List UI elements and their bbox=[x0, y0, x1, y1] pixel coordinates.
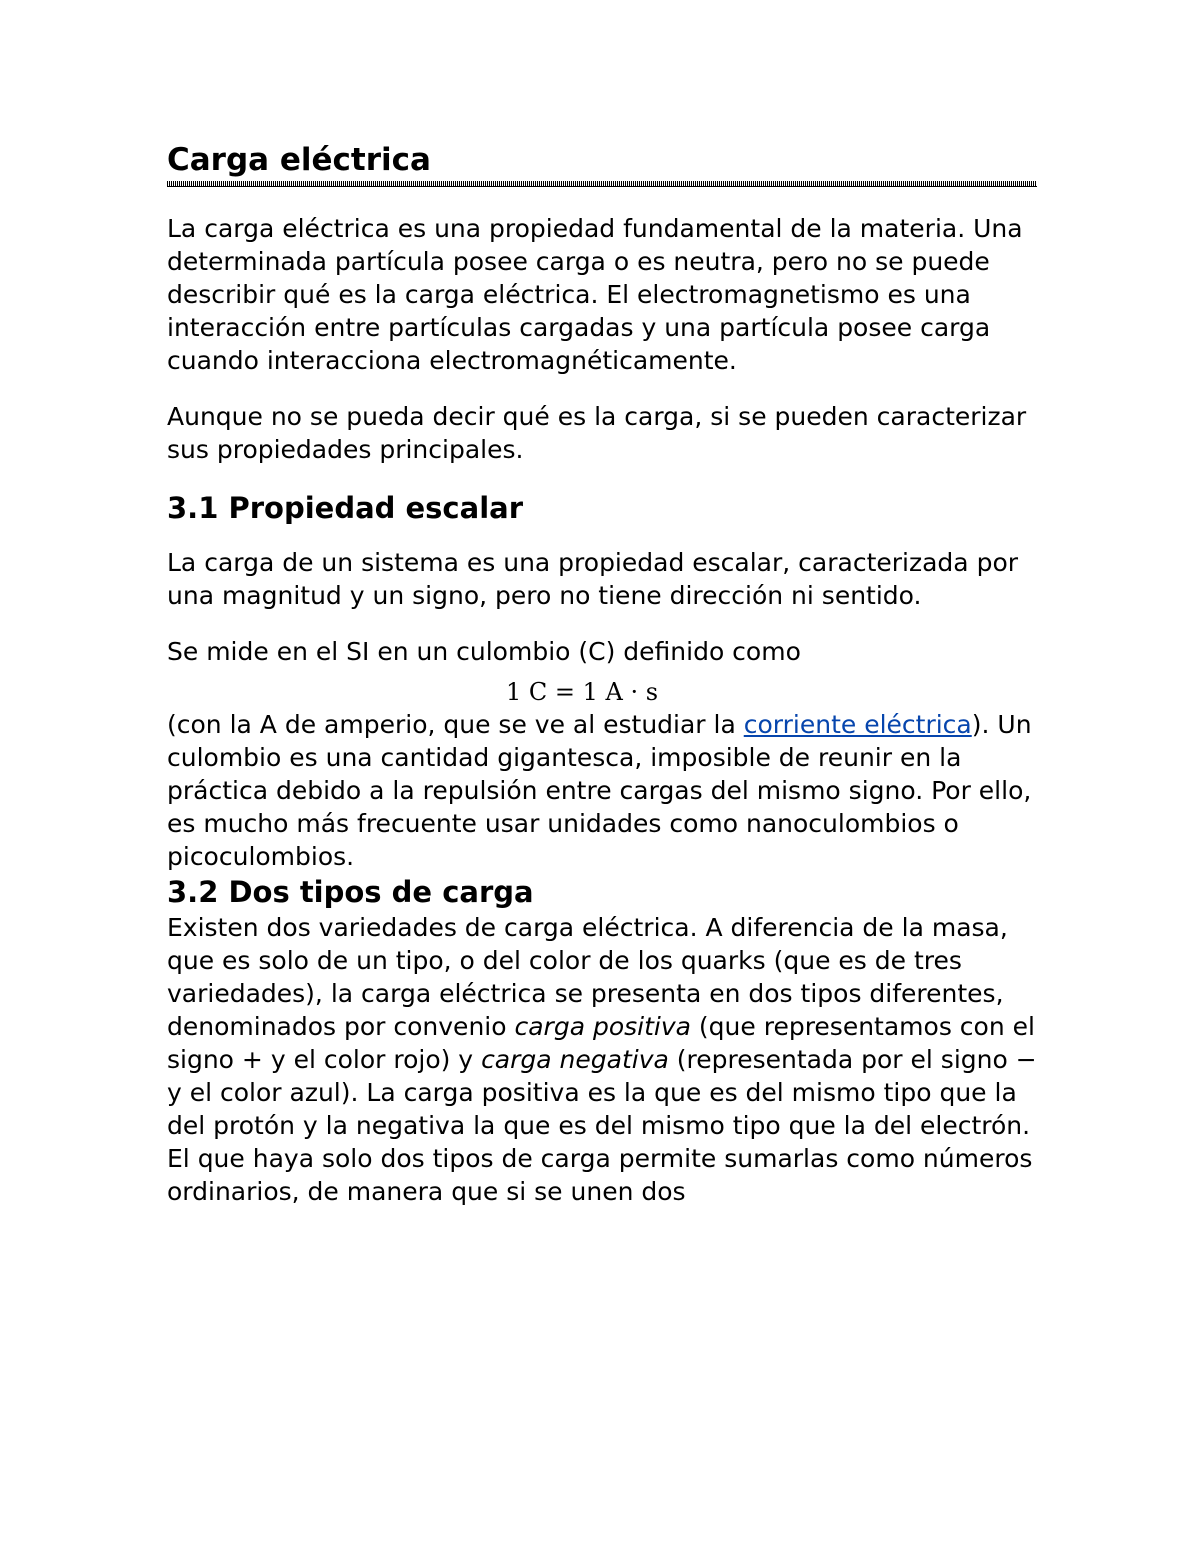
coulomb-equation: 1 C = 1 A · s bbox=[505, 678, 659, 706]
section1-paragraph-1: La carga de un sistema es una propiedad escalar, caracterizada por una magnitud y un signo, pero no tiene dirección ni sentido. bbox=[167, 548, 1019, 610]
corriente-electrica-link[interactable]: corriente eléctrica bbox=[743, 710, 972, 739]
text-span: (con la A de amperio, que se ve al estudiar la bbox=[167, 710, 744, 739]
intro-paragraph-1: La carga eléctrica es una propiedad fundamental de la materia. Una determinada partícula posee carga o es neutra, pero no se puede describir qué es la carga eléctrica. El electromagnetismo es una interacción entre partículas cargadas y una partícula posee carga cuando interacciona electromagnéticamente. bbox=[167, 214, 1023, 375]
section-heading-dos-tipos-de-carga: 3.2 Dos tipos de carga bbox=[167, 875, 534, 909]
text-span: Existen dos variedades de carga eléctrica. A diferencia de la masa, que es solo de un tipo, o del color de los quarks (que es de tres variedades), la carga eléctrica se presenta en dos tipos diferentes, denominados por convenio bbox=[167, 913, 1008, 1041]
page-title: Carga eléctrica bbox=[167, 142, 431, 178]
section2-paragraph-1 bbox=[167, 911, 1037, 1142]
text-span: (representada por el signo − y el color azul). La carga positiva es la que es del mismo tipo que la del protón y la negativa la que es del mismo tipo que la del electrón. bbox=[167, 1045, 1037, 1140]
text-span: ). Un culombio es una cantidad gigantesca, imposible de reunir en la práctica debido a la repulsión entre cargas del mismo signo. Por ello, es mucho más frecuente usar unidades como nanoculombios o picoculombios. bbox=[167, 710, 1032, 871]
section1-paragraph-3 bbox=[167, 708, 1037, 873]
title-underline bbox=[167, 181, 1037, 187]
emphasis-carga-negativa: carga negativa bbox=[481, 1045, 669, 1074]
section2-paragraph-2: El que haya solo dos tipos de carga permite sumarlas como números ordinarios, de manera que si se unen dos bbox=[167, 1144, 1033, 1206]
emphasis-carga-positiva: carga positiva bbox=[514, 1012, 691, 1041]
text-span: (que representamos con el signo + y el color rojo) y bbox=[167, 1012, 1035, 1074]
document-page bbox=[167, 140, 1037, 1208]
section1-paragraph-2: Se mide en el SI en un culombio (C) definido como bbox=[167, 637, 801, 666]
intro-paragraph-2: Aunque no se pueda decir qué es la carga, si se pueden caracterizar sus propiedades principales. bbox=[167, 402, 1027, 464]
section-heading-propiedad-escalar: 3.1 Propiedad escalar bbox=[167, 491, 524, 525]
